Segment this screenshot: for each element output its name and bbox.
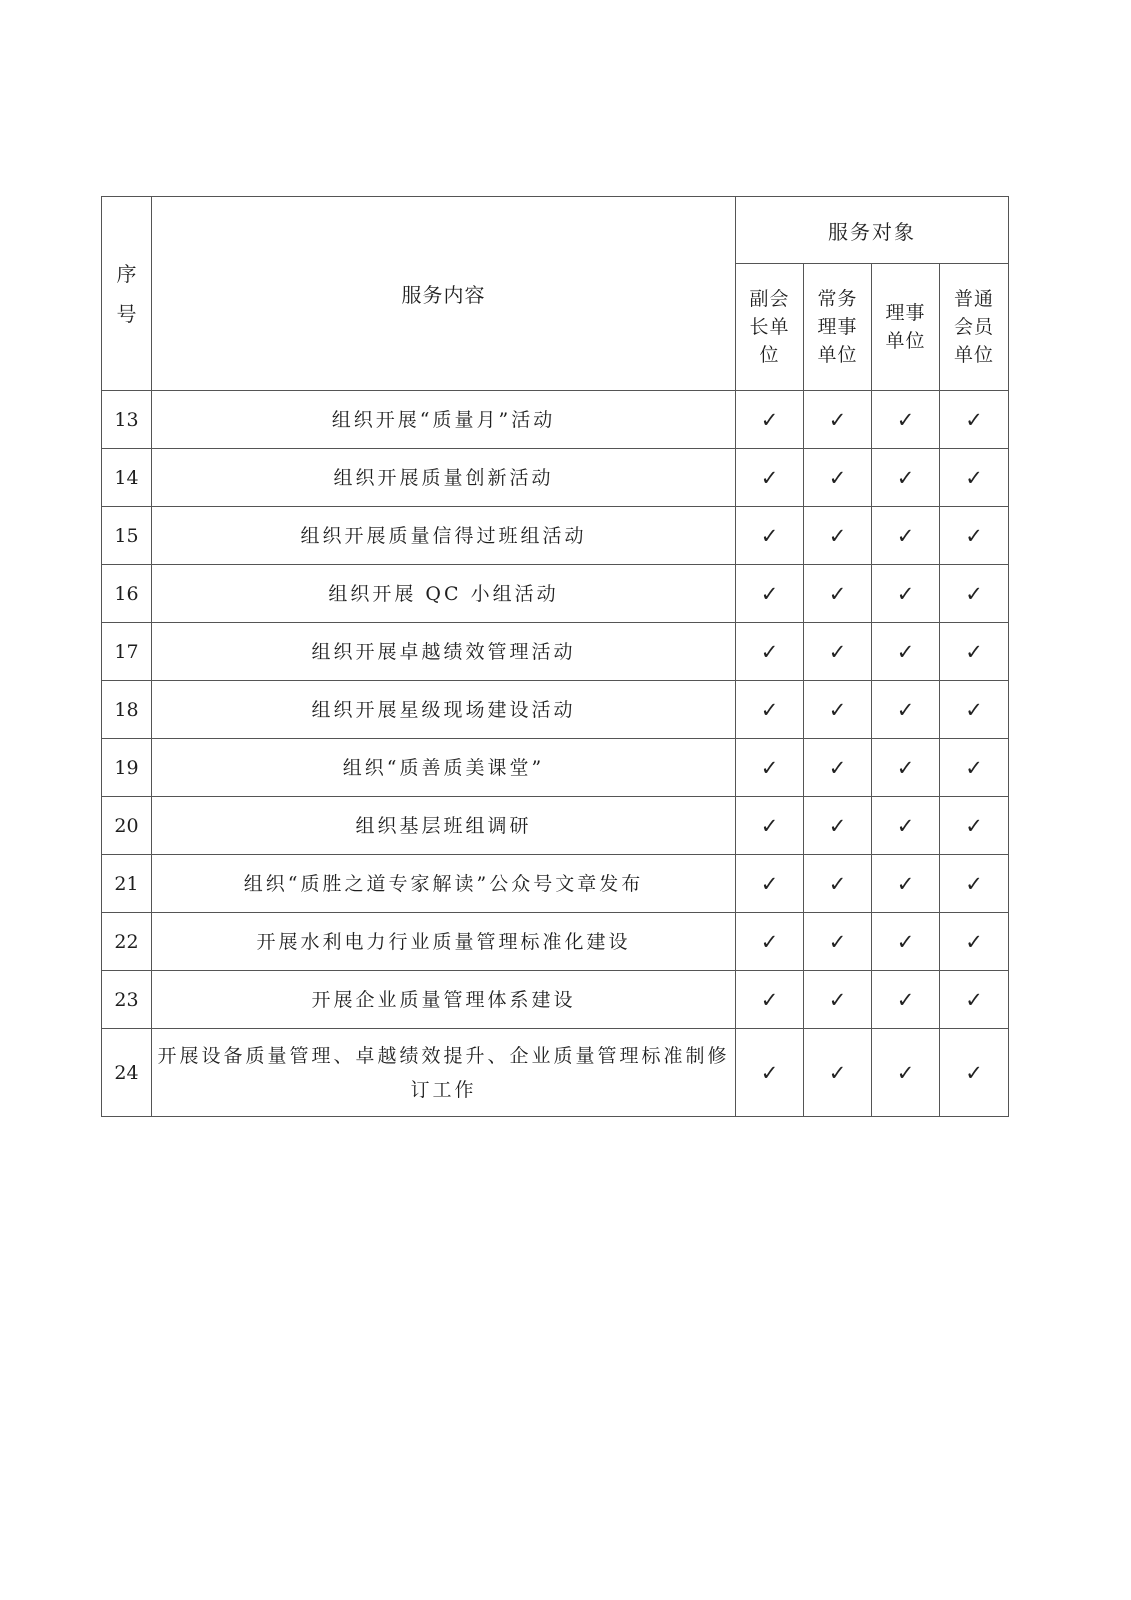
check-icon: ✓ bbox=[940, 797, 1009, 855]
check-icon: ✓ bbox=[804, 739, 872, 797]
check-icon: ✓ bbox=[804, 565, 872, 623]
row-seq: 21 bbox=[102, 855, 152, 913]
check-icon: ✓ bbox=[872, 797, 940, 855]
row-seq: 14 bbox=[102, 449, 152, 507]
header-target-ordinary-member: 普通会员单位 bbox=[940, 264, 1009, 391]
row-content: 组织开展星级现场建设活动 bbox=[152, 681, 736, 739]
header-content: 服务内容 bbox=[152, 197, 736, 391]
check-icon: ✓ bbox=[872, 855, 940, 913]
check-icon: ✓ bbox=[940, 913, 1009, 971]
check-icon: ✓ bbox=[940, 739, 1009, 797]
check-icon: ✓ bbox=[940, 623, 1009, 681]
service-table bbox=[101, 196, 1009, 1117]
header-target-vice-president: 副会长单位 bbox=[736, 264, 804, 391]
check-icon: ✓ bbox=[872, 681, 940, 739]
check-icon: ✓ bbox=[872, 739, 940, 797]
header-target-group: 服务对象 bbox=[736, 197, 1009, 264]
check-icon: ✓ bbox=[736, 855, 804, 913]
row-content: 组织开展质量信得过班组活动 bbox=[152, 507, 736, 565]
table-row bbox=[102, 681, 1009, 739]
table-row bbox=[102, 971, 1009, 1029]
check-icon: ✓ bbox=[736, 971, 804, 1029]
row-seq: 15 bbox=[102, 507, 152, 565]
check-icon: ✓ bbox=[872, 449, 940, 507]
table-row bbox=[102, 913, 1009, 971]
check-icon: ✓ bbox=[736, 797, 804, 855]
check-icon: ✓ bbox=[804, 855, 872, 913]
check-icon: ✓ bbox=[804, 971, 872, 1029]
check-icon: ✓ bbox=[804, 797, 872, 855]
check-icon: ✓ bbox=[872, 1029, 940, 1117]
check-icon: ✓ bbox=[804, 623, 872, 681]
check-icon: ✓ bbox=[736, 739, 804, 797]
check-icon: ✓ bbox=[940, 507, 1009, 565]
row-content: 组织“质胜之道专家解读”公众号文章发布 bbox=[152, 855, 736, 913]
check-icon: ✓ bbox=[940, 565, 1009, 623]
check-icon: ✓ bbox=[804, 913, 872, 971]
header-target-standing-council: 常务理事单位 bbox=[804, 264, 872, 391]
header-target-council: 理事单位 bbox=[872, 264, 940, 391]
header-seq: 序号 bbox=[102, 197, 152, 391]
check-icon: ✓ bbox=[736, 623, 804, 681]
table-row bbox=[102, 507, 1009, 565]
check-icon: ✓ bbox=[736, 565, 804, 623]
row-seq: 17 bbox=[102, 623, 152, 681]
row-seq: 19 bbox=[102, 739, 152, 797]
row-seq: 18 bbox=[102, 681, 152, 739]
row-content: 组织开展 QC 小组活动 bbox=[152, 565, 736, 623]
check-icon: ✓ bbox=[872, 391, 940, 449]
check-icon: ✓ bbox=[940, 449, 1009, 507]
check-icon: ✓ bbox=[736, 681, 804, 739]
check-icon: ✓ bbox=[940, 1029, 1009, 1117]
table-row bbox=[102, 623, 1009, 681]
row-content: 开展设备质量管理、卓越绩效提升、企业质量管理标准制修订工作 bbox=[152, 1029, 736, 1117]
row-content: 组织开展质量创新活动 bbox=[152, 449, 736, 507]
check-icon: ✓ bbox=[872, 971, 940, 1029]
check-icon: ✓ bbox=[804, 449, 872, 507]
table-row bbox=[102, 855, 1009, 913]
check-icon: ✓ bbox=[940, 971, 1009, 1029]
check-icon: ✓ bbox=[804, 681, 872, 739]
row-seq: 22 bbox=[102, 913, 152, 971]
table-row bbox=[102, 797, 1009, 855]
row-content: 组织“质善质美课堂” bbox=[152, 739, 736, 797]
row-content: 开展水利电力行业质量管理标准化建设 bbox=[152, 913, 736, 971]
check-icon: ✓ bbox=[804, 507, 872, 565]
check-icon: ✓ bbox=[804, 1029, 872, 1117]
check-icon: ✓ bbox=[736, 1029, 804, 1117]
check-icon: ✓ bbox=[804, 391, 872, 449]
check-icon: ✓ bbox=[872, 623, 940, 681]
check-icon: ✓ bbox=[736, 913, 804, 971]
check-icon: ✓ bbox=[940, 855, 1009, 913]
check-icon: ✓ bbox=[872, 913, 940, 971]
row-seq: 23 bbox=[102, 971, 152, 1029]
row-content: 组织开展“质量月”活动 bbox=[152, 391, 736, 449]
row-seq: 20 bbox=[102, 797, 152, 855]
table-row bbox=[102, 1029, 1009, 1117]
check-icon: ✓ bbox=[736, 507, 804, 565]
check-icon: ✓ bbox=[940, 391, 1009, 449]
row-seq: 24 bbox=[102, 1029, 152, 1117]
row-content: 组织开展卓越绩效管理活动 bbox=[152, 623, 736, 681]
table-row bbox=[102, 449, 1009, 507]
row-content: 开展企业质量管理体系建设 bbox=[152, 971, 736, 1029]
row-seq: 13 bbox=[102, 391, 152, 449]
row-content: 组织基层班组调研 bbox=[152, 797, 736, 855]
check-icon: ✓ bbox=[872, 565, 940, 623]
check-icon: ✓ bbox=[940, 681, 1009, 739]
table-row bbox=[102, 739, 1009, 797]
row-seq: 16 bbox=[102, 565, 152, 623]
check-icon: ✓ bbox=[736, 449, 804, 507]
table-row bbox=[102, 565, 1009, 623]
check-icon: ✓ bbox=[736, 391, 804, 449]
table-row bbox=[102, 391, 1009, 449]
check-icon: ✓ bbox=[872, 507, 940, 565]
